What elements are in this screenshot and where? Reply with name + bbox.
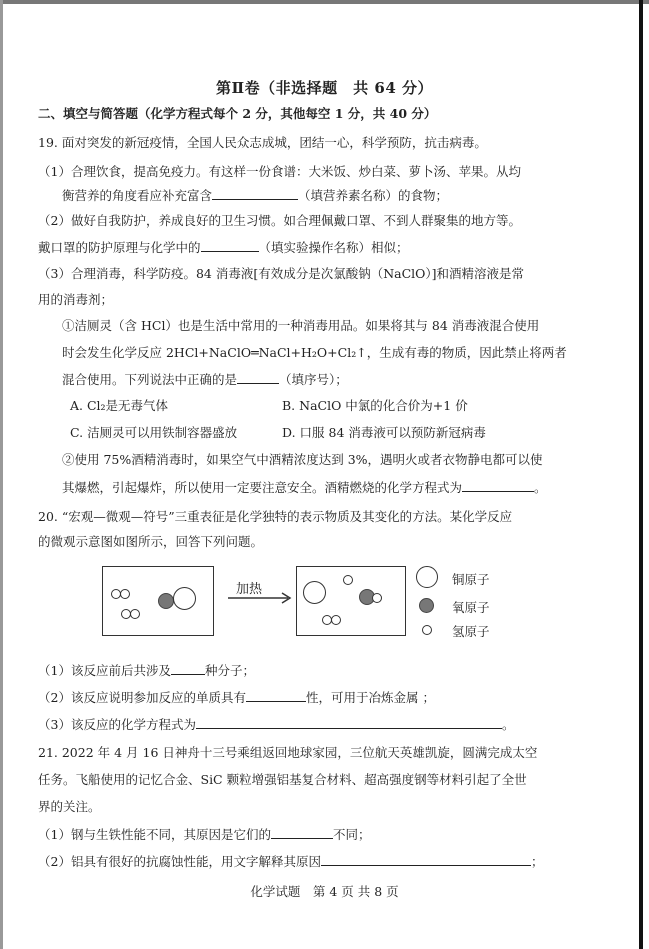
answer-blank-property[interactable]	[246, 689, 306, 702]
q20-stem-line1: 20. “宏观—微观—符号”三重表征是化学独特的表示物质及其变化的方法。某化学反应	[38, 509, 513, 524]
q21-part2	[38, 853, 543, 870]
q20-part1-text: （1）该反应前后共涉及	[38, 663, 171, 678]
q21-stem-line2: 任务。飞船使用的记忆合金、SiC 颗粒增强铝基复合材料、超高强度钢等材料引起了全世	[38, 772, 527, 787]
q21-part1	[38, 826, 370, 843]
answer-blank-operation[interactable]	[201, 239, 259, 252]
option-b: B. NaClO 中氯的化合价为+1 价	[282, 398, 468, 413]
legend-oxygen-icon	[419, 598, 434, 613]
q20-part2	[38, 689, 435, 706]
q19-part1-line1: （1）合理饮食，提高免疫力。有这样一份食谱：大米饭、炒白菜、萝卜汤、苹果。从均	[38, 164, 521, 179]
answer-blank-alcohol-equation[interactable]	[462, 479, 534, 492]
part-heading: 二、填空与简答题（化学方程式每个 2 分，其他每空 1 分，共 40 分）	[38, 106, 437, 121]
legend-hydrogen-icon	[422, 625, 432, 635]
q19-stem: 19. 面对突发的新冠疫情，全国人民众志成城，团结一心，科学预防，抗击病毒。	[38, 135, 487, 150]
q19-sub1-line1: ①洁厕灵（含 HCl）也是生活中常用的一种消毒用品。如果将其与 84 消毒液混合使用	[62, 318, 540, 333]
hydrogen-atom	[331, 615, 341, 625]
answer-blank-corrosion-reason[interactable]	[321, 853, 531, 866]
q21-part2-tail: ；	[530, 854, 544, 869]
q20-part2-text: （2）该反应说明参加反应的单质具有	[38, 690, 246, 705]
hydrogen-atom	[130, 609, 140, 619]
q19-part2-tail: （填实验操作名称）相似；	[258, 240, 409, 255]
q19-part3-line2: 用的消毒剂；	[38, 292, 114, 307]
answer-blank-choice[interactable]	[237, 371, 279, 384]
q19-sub1-line3	[62, 371, 348, 388]
q19-sub2-text: 其爆燃，引起爆炸，所以使用一定要注意安全。酒精燃烧的化学方程式为	[62, 480, 463, 495]
q19-sub2-line1: ②使用 75%酒精消毒时，如果空气中酒精浓度达到 3%，遇明火或者衣物静电都可以使	[62, 452, 543, 467]
scan-left-border	[0, 0, 3, 949]
hydrogen-atom	[343, 575, 353, 585]
q19-sub1-tail: （填序号）；	[279, 372, 348, 387]
arrow-condition-label: 加热	[236, 582, 263, 597]
q21-part2-text: （2）铝具有很好的抗腐蚀性能，用文字解释其原因	[38, 854, 321, 869]
q19-part2-line2	[38, 239, 409, 256]
oxygen-atom	[158, 593, 174, 609]
reactants-box	[102, 566, 214, 636]
q19-part1-line2	[62, 187, 448, 204]
q19-part2-line1: （2）做好自我防护，养成良好的卫生习惯。如合理佩戴口罩、不到人群聚集的地方等。	[38, 213, 521, 228]
q20-part1	[38, 662, 255, 679]
hydrogen-atom	[120, 589, 130, 599]
q20-part3-text: （3）该反应的化学方程式为	[38, 717, 196, 732]
legend-hydrogen-label: 氢原子	[452, 624, 490, 639]
reaction-arrow-icon	[228, 592, 296, 604]
answer-blank-molecule-count[interactable]	[171, 662, 205, 675]
copper-atom	[303, 581, 326, 604]
q21-part1-text: （1）钢与生铁性能不同，其原因是它们的	[38, 827, 271, 842]
q21-part1-tail: 不同；	[332, 827, 371, 842]
q19-sub1-line2: 时会发生化学反应 2HCl+NaClO═NaCl+H₂O+Cl₂↑，生成有毒的物质，因此禁止将两者	[62, 345, 567, 360]
q20-stem-line2: 的微观示意图如图所示，回答下列问题。	[38, 534, 264, 549]
q20-part3-tail: 。	[501, 717, 515, 732]
option-a: A. Cl₂是无毒气体	[70, 398, 169, 413]
answer-blank-reaction-equation[interactable]	[196, 716, 502, 729]
q21-stem-line1: 21. 2022 年 4 月 16 日神舟十三号乘组返回地球家园，三位航天英雄凯旋，圆满完成太空	[38, 745, 538, 760]
answer-blank-nutrient[interactable]	[212, 187, 298, 200]
q19-part3-line1: （3）合理消毒，科学防疫。84 消毒液[有效成分是次氯酸钠（NaClO）]和酒精溶液是常	[38, 266, 525, 281]
q20-part3	[38, 716, 514, 733]
legend-copper-icon	[416, 566, 438, 588]
q19-sub2-line2	[62, 479, 547, 496]
q19-sub2-tail: 。	[534, 480, 547, 495]
q19-part2-text: 戴口罩的防护原理与化学中的	[38, 240, 201, 255]
q20-part2-tail: 性，可用于冶炼金属 ；	[305, 690, 435, 705]
copper-atom	[173, 587, 196, 610]
q19-sub1-text: 混合使用。下列说法中正确的是	[62, 372, 238, 387]
q19-part1-text: 衡营养的角度看应补充富含	[62, 188, 213, 203]
q20-part1-tail: 种分子；	[204, 663, 255, 678]
legend-copper-label: 铜原子	[452, 572, 490, 587]
page-footer: 化学试题 第 4 页 共 8 页	[250, 884, 399, 899]
option-c: C. 洁厕灵可以用铁制容器盛放	[70, 425, 238, 440]
q21-stem-line3: 界的关注。	[38, 799, 101, 814]
answer-blank-composition[interactable]	[271, 826, 333, 839]
hydrogen-atom	[372, 593, 382, 603]
legend-oxygen-label: 氧原子	[452, 600, 490, 615]
q19-part1-tail: （填营养素名称）的食物；	[298, 188, 449, 203]
scan-top-border	[0, 0, 649, 4]
section-title: 第Ⅱ卷（非选择题 共 64 分）	[216, 79, 433, 97]
option-d: D. 口服 84 消毒液可以预防新冠病毒	[282, 425, 486, 440]
products-box	[296, 566, 406, 636]
scan-right-border	[639, 0, 643, 949]
